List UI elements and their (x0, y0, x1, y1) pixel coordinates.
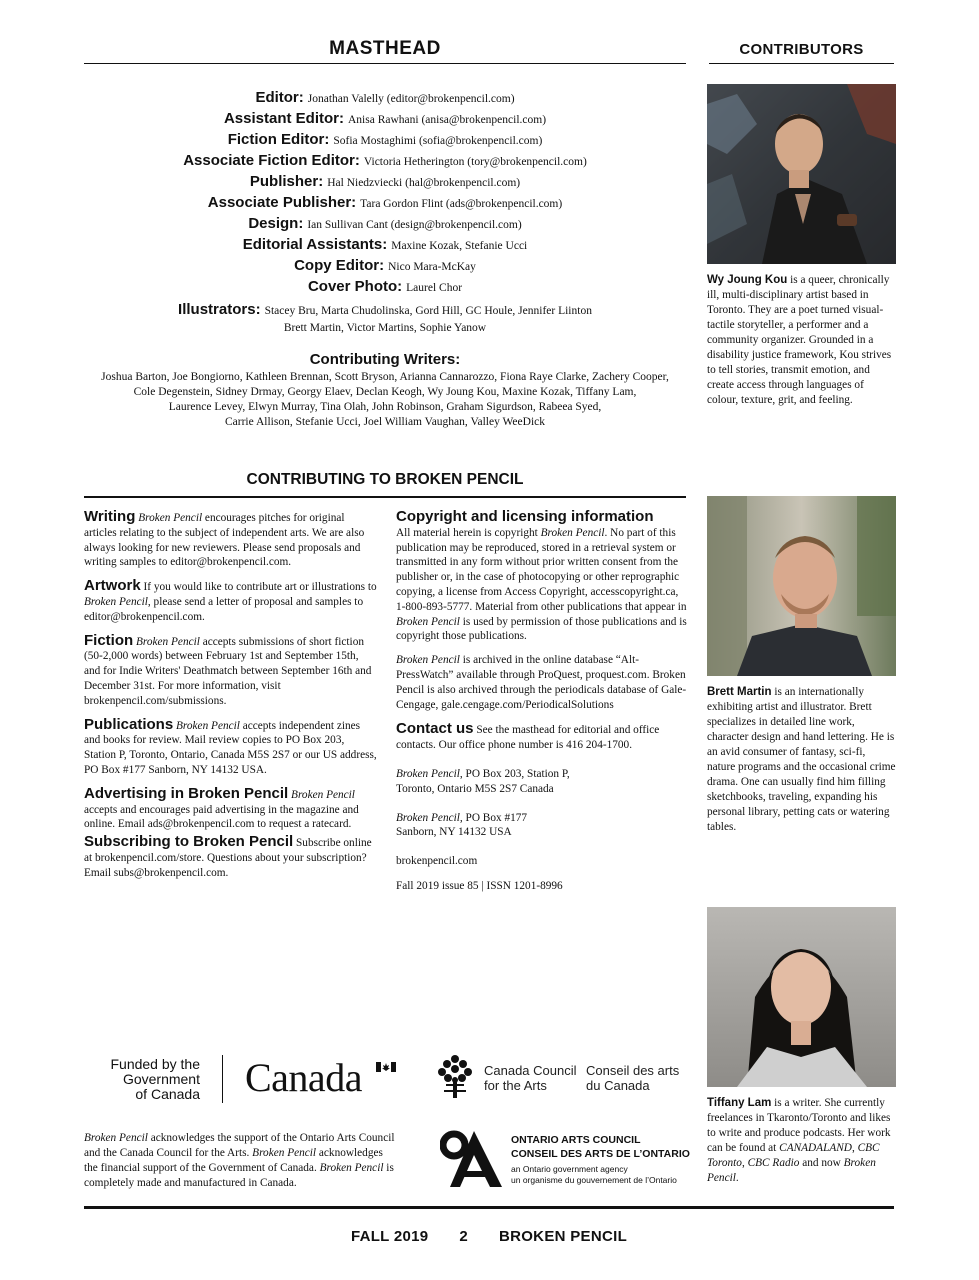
artwork-paragraph (84, 579, 377, 624)
contributing-writers-title: Contributing Writers: (309, 351, 461, 368)
role-label: Design: (248, 215, 304, 232)
role-label: Fiction Editor: (227, 131, 330, 148)
masthead-rule (84, 63, 686, 64)
para-text: See the masthead for editorial and office contacts. Our office phone number is 416 204-1700. (396, 724, 660, 752)
contributing-writers-line: Joshua Barton, Joe Bongiorno, Kathleen Brennan, Scott Bryson, Arianna Cannarozzo, Fiona Raye Clarke, Zachery Cooper, (101, 371, 669, 383)
contributor-photo-wy-joung-kou (707, 84, 896, 264)
role-name: Victoria Hetherington (tory@brokenpencil.com) (363, 156, 587, 168)
contributing-rule (84, 496, 686, 498)
para-heading: Fiction (84, 631, 134, 649)
masthead-row (84, 172, 686, 193)
masthead-title: MASTHEAD (329, 38, 441, 59)
para-italic: Broken Pencil (84, 595, 148, 608)
role-name: Nico Mara-McKay (388, 261, 476, 273)
role-name: Laurel Chor (406, 282, 463, 294)
canada-council-fr (586, 1063, 679, 1093)
para-text: encourages pitches for original articles relating to the subject of independent arts. We are also always looking for new reviewers. Please send proposals and writing samples to editor@brokenpencil.com. (84, 512, 365, 569)
contributor-bio-wy-joung-kou (707, 273, 896, 408)
role-name: Tara Gordon Flint (ads@brokenpencil.com) (360, 198, 563, 210)
ack-text: acknowledges the financial support of the Government of Canada. (84, 1147, 383, 1174)
contributor-photo-brett-martin (707, 496, 896, 676)
oac-line: ONTARIO ARTS COUNCIL (511, 1134, 641, 1146)
contributing-writers-line: Cole Degenstein, Sidney Drmay, Georgy Elaev, Declan Keogh, Wy Joung Kou, Maxine Kozak, Tiffany Lam, (133, 386, 637, 398)
para-text: is used by permission of those publications and is copyright those publications. (396, 615, 687, 643)
contributor-bio-italic: CANADALAND (779, 1142, 852, 1154)
contributor-bio-text: is an internationally exhibiting artist and illustrator. Brett specializes in detailed line work, character design and hand lettering. He is an avid consumer of fantasy, sci-fi, nature programs and the occasional crime drama. One can usually find him filling sketchbooks, traveling, expanding his personal library, petting cats or watering tables. (707, 686, 896, 833)
masthead-row-illustrators (84, 300, 686, 336)
para-text: . No part of this publication may be reproduced, stored in a retrieval system or transmitted in any form without prior written consent from the publisher or, in the case of photocopying or other reprographic copying, a license from Access Copyright, accesscopyright.ca, 1-800-893-5777. Material from other publications that appear in (396, 526, 687, 613)
para-text: is archived in the online database “Alt-PressWatch” available through ProQuest, proquest.com. Broken Pencil is also archived through the periodicals database of Gale-Cengage, gale.cengage.com/PeriodicalSolutions (396, 654, 687, 711)
ack-italic: Broken Pencil (84, 1132, 148, 1144)
para-text: , please send a letter of proposal and samples to editor@brokenpencil.com. (84, 595, 364, 623)
role-label: Copy Editor: (294, 257, 385, 274)
ack-text: acknowledges the support of the Ontario Arts Council and the Canada Council for the Arts. (84, 1132, 395, 1159)
canada-wordmark (245, 1055, 362, 1101)
para-text: Sanborn, NY 14132 USA (396, 826, 512, 839)
footer-rule (84, 1206, 894, 1209)
contributor-bio-text: . (735, 1172, 739, 1184)
footer (84, 1228, 894, 1245)
contributing-title: CONTRIBUTING TO BROKEN PENCIL (246, 471, 524, 488)
canada-council-en (484, 1063, 577, 1093)
para-heading: Artwork (84, 577, 141, 595)
canada-flag-icon (376, 1059, 396, 1069)
issue-info: Fall 2019 issue 85 | ISSN 1201-8996 (396, 879, 563, 892)
cca-line: for the Arts (484, 1078, 547, 1093)
contact-paragraph (396, 722, 688, 753)
role-label: Illustrators: (178, 301, 261, 318)
cca-line: Canada Council (484, 1063, 577, 1078)
cca-line: du Canada (586, 1078, 650, 1093)
para-italic: Broken Pencil (396, 615, 460, 628)
para-text: Toronto, Ontario M5S 2S7 Canada (396, 782, 554, 795)
para-italic: Broken Pencil, (396, 811, 463, 824)
footer-page-number: 2 (459, 1228, 469, 1245)
subscribing-paragraph (84, 835, 377, 880)
ack-text: is completely made and manufactured in Canada. (84, 1162, 394, 1189)
para-text: If you would like to contribute art or illustrations to (140, 581, 377, 594)
publications-paragraph (84, 715, 377, 778)
para-text: All material herein is copyright (396, 526, 541, 539)
funded-line: of Canada (135, 1086, 200, 1102)
writing-paragraph (84, 510, 377, 570)
contributor-bio-text: is a queer, chronically ill, multi-disciplinary artist based in Toronto. They are a poet turned visual-tactile storyteller, a performer and a community organizer. Grounded in a disability justice framework, Kou strives to tell stories, transmit emotion, and create access through languages of colour, texture, grit, and feeling. (707, 274, 892, 406)
role-name: Jonathan Valelly (editor@brokenpencil.com) (307, 93, 515, 105)
para-italic: Broken Pencil (136, 635, 200, 648)
masthead-list (84, 88, 686, 430)
role-label: Editorial Assistants: (242, 236, 388, 253)
masthead-row (84, 214, 686, 235)
contributor-photo-tiffany-lam (707, 907, 896, 1087)
role-label: Cover Photo: (307, 278, 403, 295)
masthead-row (84, 109, 686, 130)
para-text: , PO Box 203, Station P, (459, 767, 570, 780)
address-usa (396, 811, 688, 841)
masthead-row (84, 277, 686, 298)
para-text: accepts independent zines and books for review. Mail review copies to PO Box 203, Station P, Toronto, Ontario, Canada M5S 2S7 or our US address, PO Box #177 Sanborn, NY 14132 USA. (84, 719, 377, 776)
para-text: accepts submissions of short fiction (50-2,000 words) between February 1st and September 15th, and for Indie Writers' Deathmatch between September 16th and December 31st. For more information, visit brokenpencil.com/submissions. (84, 635, 372, 707)
contributor-bio-text: , (851, 1142, 858, 1154)
contributing-writers-line: Laurence Levey, Elwyn Murray, Tina Olah, John Robinson, Graham Sigurdson, Rabeea Syed, (168, 401, 602, 413)
contributor-bio-text: , (741, 1157, 748, 1169)
contributor-name: Brett Martin (707, 686, 772, 698)
contributing-right-column (396, 510, 688, 904)
role-label: Publisher: (249, 173, 324, 190)
role-name: Stacey Bru, Marta Chudolinska, Gord Hill, GC Houle, Jennifer Liinton (264, 305, 592, 317)
footer-magazine-name: BROKEN PENCIL (498, 1228, 628, 1245)
role-name: Anisa Rawhani (anisa@brokenpencil.com) (347, 114, 547, 126)
role-name: Hal Niedzviecki (hal@brokenpencil.com) (327, 177, 521, 189)
masthead-row (84, 130, 686, 151)
portrait-image (707, 496, 896, 676)
contributors-title: CONTRIBUTORS (739, 41, 864, 58)
masthead-row (84, 235, 686, 256)
role-label: Editor: (255, 89, 304, 106)
role-label: Associate Publisher: (207, 194, 357, 211)
role-label: Assistant Editor: (223, 110, 344, 127)
masthead-row (84, 256, 686, 277)
para-italic: Broken Pencil (396, 767, 460, 780)
para-heading: Advertising in Broken Pencil (84, 784, 289, 802)
ontario-arts-council-text (511, 1133, 690, 1186)
copyright-paragraph (396, 510, 688, 644)
role-name: Ian Sullivan Cant (design@brokenpencil.com) (307, 219, 522, 231)
contributor-bio-tiffany-lam (707, 1096, 896, 1186)
contributor-bio-text: and now (799, 1157, 844, 1169)
oac-line: CONSEIL DES ARTS DE L’ONTARIO (511, 1148, 690, 1160)
oac-line: un organisme du gouvernement de l’Ontario (511, 1175, 677, 1185)
funded-line: Funded by the (110, 1056, 200, 1072)
contributing-writers-line: Carrie Allison, Stefanie Ucci, Joel William Vaughan, Valley WeeDick (224, 416, 545, 428)
para-heading: Writing (84, 508, 136, 525)
para-text: Subscribe online at brokenpencil.com/store. Questions about your subscription? Email subs@brokenpencil.com. (84, 837, 372, 879)
para-italic: Broken Pencil (291, 788, 355, 801)
contributors-rule (709, 63, 894, 64)
funding-divider (222, 1055, 223, 1103)
masthead-row (84, 193, 686, 214)
canada-council-tree-icon (436, 1054, 474, 1100)
para-heading: Copyright and licensing information (396, 508, 654, 525)
funded-line: Government (122, 1071, 200, 1087)
government-funded-text (90, 1057, 200, 1102)
role-name: Maxine Kozak, Stefanie Ucci (391, 240, 528, 252)
archive-paragraph (396, 653, 688, 712)
contributing-left-column (84, 510, 377, 890)
para-italic: Broken Pencil (396, 654, 460, 667)
contributor-bio-text: is a writer. She currently freelances in Tkaronto/Toronto and likes to write and produce podcasts. Her work can be found at (707, 1097, 891, 1154)
role-name: Brett Martin, Victor Martins, Sophie Yanow (283, 322, 487, 334)
para-heading: Subscribing to Broken Pencil (84, 833, 294, 851)
portrait-image (707, 907, 896, 1087)
portrait-image (707, 84, 896, 264)
footer-season: FALL 2019 (350, 1228, 429, 1245)
cca-line: Conseil des arts (586, 1063, 680, 1078)
para-heading: Contact us (396, 720, 474, 738)
contributor-bio-italic: Broken Pencil (707, 1157, 876, 1184)
para-heading: Publications (84, 715, 174, 733)
fiction-paragraph (84, 631, 377, 709)
contributor-name: Tiffany Lam (707, 1097, 772, 1109)
para-text: PO Box #177 (462, 811, 528, 824)
canada-wordmark-text: Canada (245, 1055, 362, 1100)
website: brokenpencil.com (396, 855, 478, 868)
role-label: Associate Fiction Editor: (183, 152, 360, 169)
funding-acknowledgement (84, 1131, 396, 1191)
contributor-bio-italic: CBC Toronto (707, 1142, 880, 1169)
address-canada (396, 767, 688, 797)
ack-italic: Broken Pencil (319, 1162, 384, 1174)
contributor-bio-italic: CBC Radio (747, 1157, 800, 1169)
role-name: Sofia Mostaghimi (sofia@brokenpencil.com) (333, 135, 543, 147)
ack-italic: Broken Pencil (252, 1147, 317, 1159)
contributor-name: Wy Joung Kou (707, 274, 788, 286)
advertising-paragraph (84, 784, 377, 832)
para-text: accepts and encourages paid advertising in the magazine and online. Email ads@brokenpencil.com to request a ratecard. (84, 803, 359, 831)
masthead-row (84, 151, 686, 172)
para-italic: Broken Pencil (176, 719, 240, 732)
oac-line: an Ontario government agency (511, 1164, 628, 1174)
para-italic: Broken Pencil (540, 526, 605, 539)
masthead-row (84, 88, 686, 109)
ontario-arts-council-logo-icon (440, 1129, 504, 1189)
para-italic: Broken Pencil (138, 512, 203, 524)
contributor-bio-brett-martin (707, 685, 896, 835)
